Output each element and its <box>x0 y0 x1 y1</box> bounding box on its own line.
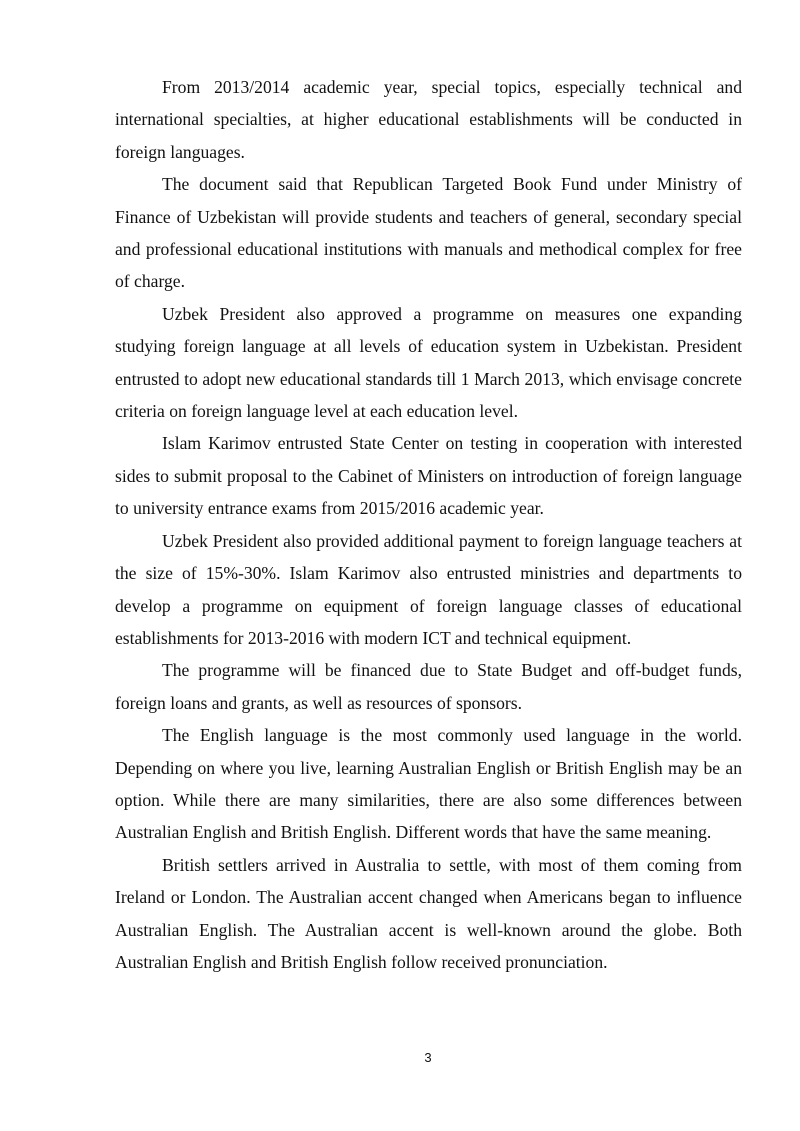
paragraph-1: From 2013/2014 academic year, special topics, especially technical and international specialties, at higher educational establishments will be conducted in foreign languages. <box>115 77 742 162</box>
paragraph-7: The English language is the most commonly used language in the world. Depending on where you live, learning Australian English or British English may be an option. While there are many similarities, there are also some differences between Australian English and British English. Different words that have the same meaning. <box>115 725 742 843</box>
paragraph-3: Uzbek President also approved a programme on measures one expanding studying foreign language at all levels of education system in Uzbekistan. President entrusted to adopt new educational standards till 1 March 2013, which envisage concrete criteria on foreign language level at each education level. <box>115 303 742 422</box>
paragraph-5: Uzbek President also provided additional payment to foreign language teachers at the size of 15%-30%. Islam Karimov also entrusted ministries and departments to develop a programme on equipment of foreign language classes of educational establishments for 2013-2016 with modern ICT and technical equipment. <box>115 530 742 648</box>
document-body <box>115 71 742 978</box>
page-number: 3 <box>424 1050 432 1065</box>
paragraph-8: British settlers arrived in Australia to settle, with most of them coming from Ireland or London. The Australian accent changed when Americans began to influence Australian English. The Australian accent is well-known around the globe. Both Australian English and British English follow received pronunciation. <box>115 854 742 972</box>
paragraph-2: The document said that Republican Targeted Book Fund under Ministry of Finance of Uzbekistan will provide students and teachers of general, secondary special and professional educational institutions with manuals and methodical complex for free of charge. <box>115 174 742 292</box>
paragraph-6: The programme will be financed due to State Budget and off-budget funds, foreign loans and grants, as well as resources of sponsors. <box>115 660 742 713</box>
paragraph-4: Islam Karimov entrusted State Center on testing in cooperation with interested sides to submit proposal to the Cabinet of Ministers on introduction of foreign language to university entrance exams from 2015/2016 academic year. <box>115 433 742 519</box>
